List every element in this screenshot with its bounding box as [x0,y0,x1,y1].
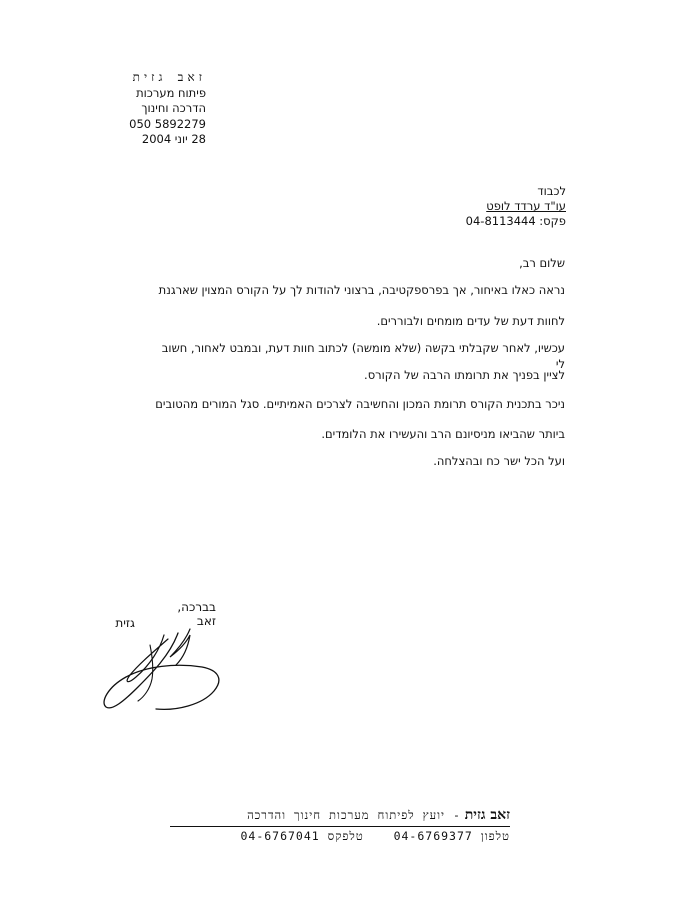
signer-last-name: גזית [115,616,135,630]
footer-phone: 04-6769377 [393,829,473,843]
greeting: שלום רב, [519,256,565,270]
sender-block [100,70,206,148]
letter-date: 28 יוני 2004 [141,132,206,146]
footer-name: זאב גזית [464,807,510,823]
recipient-salutation: לכבוד [537,184,566,198]
footer-phone-label: טלפון [480,829,510,843]
recipient-fax: פקס: 04-8113444 [465,214,566,228]
letterhead-footer [170,807,510,843]
recipient-name: עו"ד ערדד לופט [486,199,566,213]
body-line: ועל הכל ישר כח ובהצלחה. [433,454,565,468]
sender-line-1: פיתוח מערכות [136,85,206,100]
sender-phone: 050 5892279 [129,116,206,131]
sender-name: זאב גזית [132,70,206,84]
body-line: ביותר שהביאו מניסיונם הרב והעשירו את הלומדים. [321,427,565,441]
closing-regards: בברכה, [177,600,216,614]
footer-fax: 04-6767041 [240,829,320,843]
footer-contact-line [170,829,510,843]
body-line: נראה כאלו באיחור, אך בפרספקטיבה, ברצוני להודות לך על הקורס המצוין שארגנת [158,283,565,297]
handwritten-signature [90,625,230,720]
footer-title-line [170,807,510,827]
body-line: לחוות דעת של עדים מומחים ולבוררים. [376,314,565,328]
sender-line-2: הדרכה וחינוך [141,101,206,115]
body-line: לציין בפניך את תרומתו הרבה של הקורס. [364,368,565,382]
body-line: ניכר בתכנית הקורס תרומת המכון והחשיבה לצרכים האמיתיים. סגל המורים מהטובים [155,397,565,411]
footer-tagline: - יועץ לפיתוח מערכות חינוך והדרכה [247,808,461,822]
body-line: עכשיו, לאחר שקבלתי בקשה (שלא מומשה) לכתוב חוות דעת, ובמבט לאחור, חשוב לי [161,341,565,371]
signer-first-name: זאב [196,614,216,628]
footer-fax-label: טלפקס [327,829,364,843]
recipient-block [420,184,566,229]
